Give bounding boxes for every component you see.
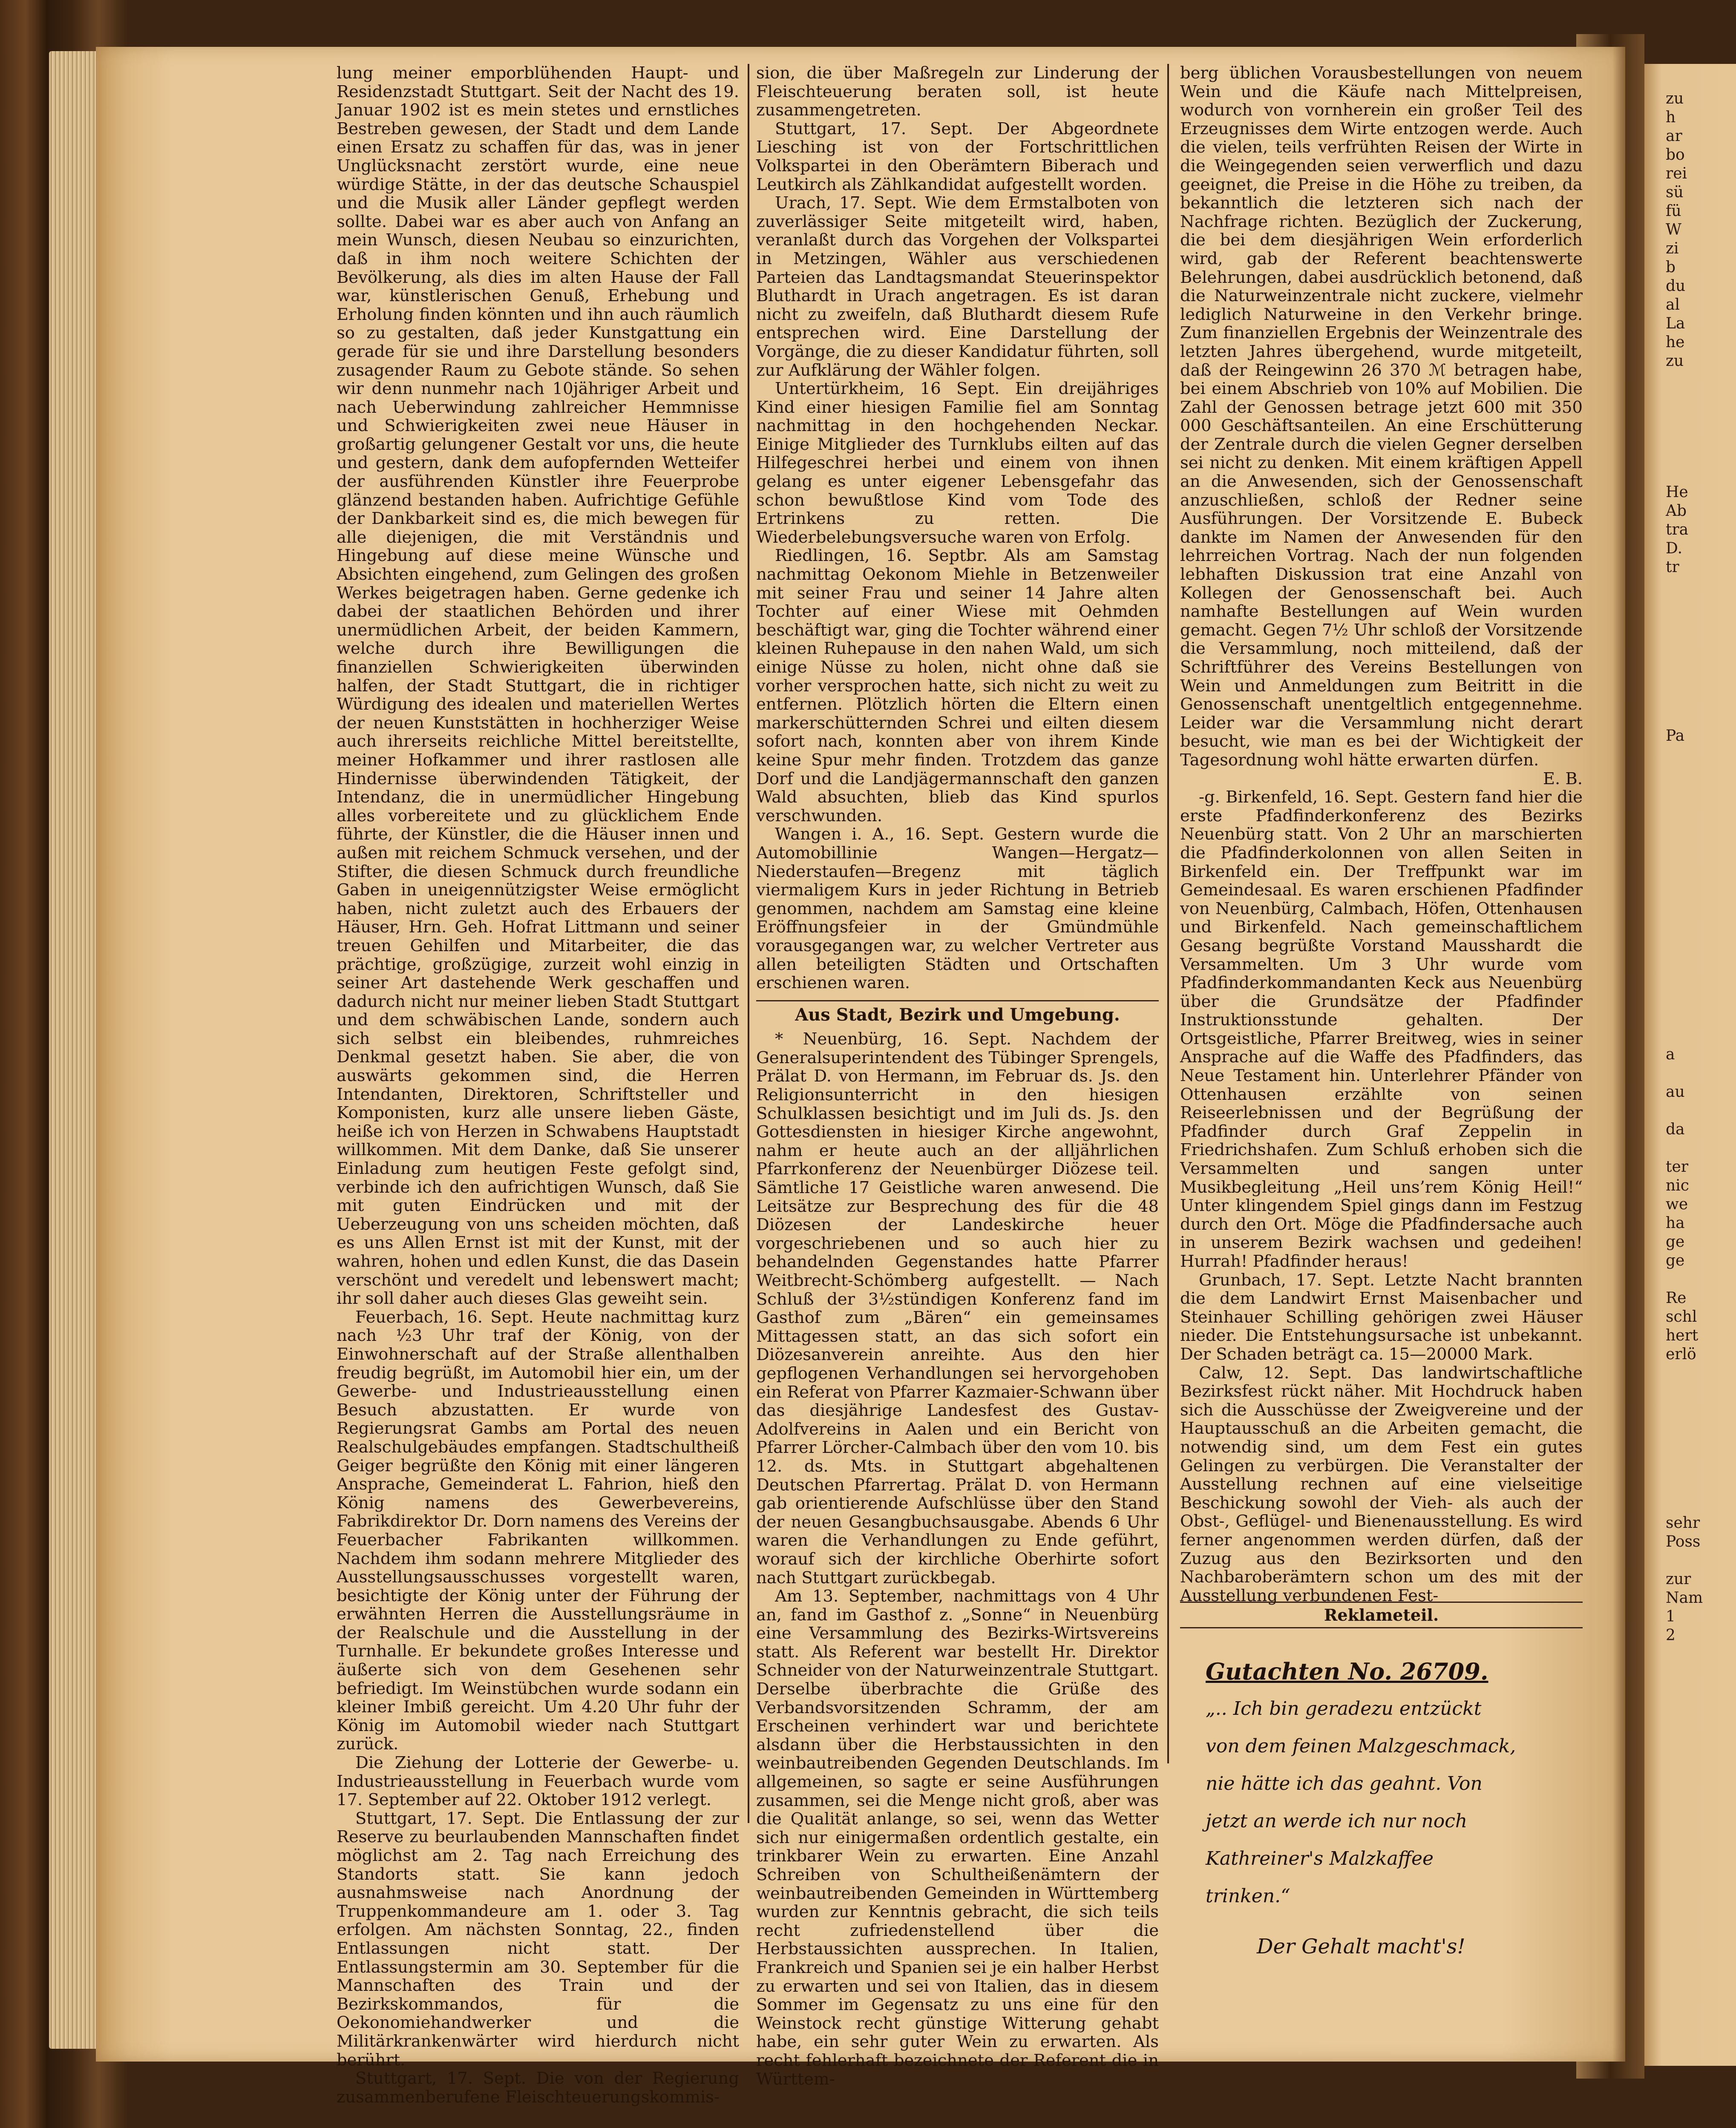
ad-line: „.. Ich bin geradezu entzückt [1206, 1698, 1482, 1720]
article-paragraph: Urach, 17. Sept. Wie dem Ermstalboten von zuverlässiger Seite mitgeteilt wird, haben, veranlaßt durch das Vorgehen der Volkspartei in Metzingen, Wähler aus verschiedenen Parteien das Landtagsmandat Steuerinspektor Bluthardt in Urach angetragen. Es ist daran nicht zu zweifeln, daß Bluthardt diesem Rufe entsprechen wird. Eine Darstellung der Vorgänge, die zu dieser Kandidatur führten, soll zur Aufklärung der Wähler folgen. [756, 193, 1159, 380]
article-paragraph: Grunbach, 17. Sept. Letzte Nacht brannten die dem Landwirt Ernst Maisenbacher und Steinhauer Schilling gehörigen zwei Häuser nieder. Die Entstehungsursache ist unbekannt. Der Schaden beträgt ca. 15—20000 Mark. [1180, 1270, 1583, 1364]
article-paragraph: Stuttgart, 17. Sept. Der Abgeordnete Liesching ist von der Fortschrittlichen Volkspartei in den Oberämtern Biberach und Leutkirch als Zählkandidat aufgestellt worden. [756, 119, 1159, 194]
ad-line: von dem feinen Malzgeschmack, [1206, 1735, 1516, 1757]
article-paragraph: Stuttgart, 17. Sept. Die Entlassung der zur Reserve zu beurlaubenden Mannschaften findet möglichst am 2. Tag nach Erreichung des Standorts statt. Sie kann jedoch ausnahmsweise nach Anordnung der Truppenkommandeure am 1. oder 3. Tag erfolgen. Am nächsten Sonntag, 22., finden Entlassungen nicht statt. Der Entlassungstermin am 30. September für die Mannschaften des Train und der Bezirkskommandos, für die Oekonomiehandwerker und die Militärkrankenwärter wird hierdurch nicht berührt. [337, 1809, 739, 2070]
ad-signature: Der Gehalt macht's! [1257, 1935, 1465, 1958]
article-signoff: E. B. [1543, 769, 1583, 788]
column-1 [337, 64, 739, 2106]
column-rule-right [1167, 64, 1169, 1763]
article-paragraph: sion, die über Maßregeln zur Linderung der Fleischteuerung beraten soll, ist heute zusammengetreten. [756, 63, 1159, 120]
advertisement [1206, 1653, 1563, 1965]
page-edges [49, 51, 96, 2049]
article-paragraph: Wangen i. A., 16. Sept. Gestern wurde die Automobillinie Wangen—Hergatz—Niederstaufen—Bregenz mit täglich viermaligem Kurs in jeder Richtung in Betrieb genommen, nachdem am Samstag eine kleine Eröffnungsfeier in der Gmündmühle vorausgegangen war, zu welcher Vertreter aus allen beteiligten Städten und Ortschaften erschienen waren. [756, 825, 1159, 993]
article-paragraph: Am 13. September, nachmittags von 4 Uhr an, fand im Gasthof z. „Sonne“ in Neuenbürg eine Versammlung des Bezirks-Wirtsvereins statt. Als Referent war bestellt Hr. Direktor Schneider von der Naturweinzentrale Stuttgart. Derselbe überbrachte die Grüße des Verbandsvorsitzenden Schramm, der am Erscheinen verhindert war und berichtete alsdann über die Herbstaussichten in den weinbautreibenden Gegenden Deutschlands. Im allgemeinen, so sagte er seine Ausführungen zusammen, sei die Menge nicht groß, aber was die Qualität anlange, so sei, wenn das Wetter sich nur einigermaßen ordentlich gestalte, ein trinkbarer Wein zu erwarten. Eine Anzahl Schreiben von Schultheißenämtern der weinbautreibenden Gemeinden in Württemberg wurden zur Kenntnis gebracht, die sich teils recht zufriedenstellend über die Herbstaussichten aussprechen. In Italien, Frankreich und Spanien sei je ein halber Herbst zu erwarten und sei von Italien, das in diesem Sommer im Gegensatz zu uns eine für den Weinstock recht günstige Witterung gehabt habe, ein sehr guter Wein zu erwarten. Als recht fehlerhaft bezeichnete der Referent die in Württem- [756, 1587, 1159, 2089]
article-paragraph: berg üblichen Vorausbestellungen von neuem Wein und die Käufe nach Mittelpreisen, wodurch von vornherein ein großer Teil des Erzeugnisses dem Wirte entzogen werde. Auch die vielen, teils verfrühten Reisen der Wirte in die Weingegenden seien verwerflich und dazu geeignet, die Preise in die Höhe zu treiben, da bekanntlich die letzteren sich nach der Nachfrage richten. Bezüglich der Zuckerung, die bei dem diesjährigen Wein erforderlich wird, gab der Referent beachtenswerte Belehrungen, dabei ausdrücklich betonend, daß die Naturweinzentrale nicht zuckere, vielmehr lediglich Naturweine in den Verkehr bringe. Zum finanziellen Ergebnis der Weinzentrale des letzten Jahres übergehend, wurde mitgeteilt, daß der Reingewinn 26 370 ℳ betragen habe, bei einem Abschrieb von 10% auf Mobilien. Die Zahl der Genossen betrage jetzt 600 mit 350 000 Geschäftsanteilen. An eine Erschütterung der Zentrale durch die vielen Gegner derselben sei nicht zu denken. Mit einem kräftigen Appell an die Anwesenden, sich der Genossenschaft anzuschließen, schloß der Redner seine Ausführungen. Der Vorsitzende E. Bubeck dankte im Namen der Anwesenden für den lehrreichen Vortrag. Nach der nun folgenden lebhaften Diskussion trat eine Anzahl von Kollegen der Genossenschaft bei. Auch namhafte Bestellungen auf Wein wurden gemacht. Gegen 7½ Uhr schloß der Vorsitzende die Versammlung, noch mitteilend, daß der Schriftführer des Vereins Bestellungen von Wein und Anmeldungen zum Beitritt in die Genossenschaft unentgeltlich entgegennehme. Leider war die Versammlung nicht derart besucht, wie man es bei der Wichtigkeit der Tagesordnung wohl hätte erwarten dürfen. [1180, 63, 1583, 770]
column-rule-left [748, 64, 749, 1823]
ad-line: nie hätte ich das geahnt. Von [1206, 1773, 1483, 1794]
article-paragraph: -g. Birkenfeld, 16. Sept. Gestern fand hier die erste Pfadfinderkonferenz des Bezirks Neuenbürg statt. Von 2 Uhr an marschierten die Pfadfinderkolonnen von allen Seiten in Birkenfeld ein. Der Treffpunkt war im Gemeindesaal. Es waren erschienen Pfadfinder von Neuenbürg, Calmbach, Höfen, Ottenhausen und Birkenfeld. Nach gemeinschaftlichem Gesang begrüßte Vorstand Mausshardt die Versammelten. Um 3 Uhr wurde vom Pfadfinderkommandanten Keck aus Neuenbürg über die Grundsätze der Pfadfinder Instruktionsstunde gehalten. Der Ortsgeistliche, Pfarrer Breitweg, wies in seiner Ansprache auf die Waffe des Pfadfinders, das Neue Testament hin. Unterlehrer Pfänder von Ottenhausen erzählte von seinen Reiseerlebnissen und der Begrüßung der Pfadfinder durch Graf Zeppelin in Friedrichshafen. Zum Schluß erhoben sich die Versammelten und sangen unter Musikbegleitung „Heil uns’rem König Heil!“ Unter klingendem Spiel gings dann im Festzug durch den Ort. Möge die Pfadfindersache auch in unserem Bezirk wachsen und gedeihen! Hurrah! Pfadfinder heraus! [1180, 788, 1583, 1271]
ad-line: Kathreiner's Malzkaffee [1206, 1848, 1434, 1869]
ad-line: jetzt an werde ich nur noch [1206, 1810, 1468, 1832]
article-paragraph: Untertürkheim, 16 Sept. Ein dreijähriges Kind einer hiesigen Familie fiel am Sonntag nachmittag in den hochgehenden Neckar. Einige Mitglieder des Turnklubs eilten auf das Hilfegeschrei herbei und einem von ihnen gelang es unter eigener Lebensgefahr das schon bewußtlose Kind vom Tode des Ertrinkens zu retten. Die Wiederbelebungsversuche waren von Erfolg. [756, 379, 1159, 547]
article-paragraph: Feuerbach, 16. Sept. Heute nachmittag kurz nach ½3 Uhr traf der König, von der Einwohnerschaft auf der Straße allenthalben freudig begrüßt, im Automobil hier ein, um der Gewerbe- und Industrieausstellung einen Besuch abzustatten. Er wurde von Regierungsrat Gambs am Portal des neuen Realschulgebäudes empfangen. Stadtschultheiß Geiger begrüßte den König mit einer längeren Ansprache, Gemeinderat L. Fahrion, hieß den König namens des Gewerbevereins, Fabrikdirektor Dr. Dorn namens des Vereins der Feuerbacher Fabrikanten willkommen. Nachdem ihm sodann mehrere Mitglieder des Ausstellungsausschusses vorgestellt waren, besichtigte der König unter der Führung der erwähnten Herren die Ausstellungsräume in der Realschule und die Ausstellung in der Turnhalle. Er bekundete großes Interesse und äußerte sich von dem Gesehenen sehr befriedigt. Im Weinstübchen wurde sodann ein kleiner Imbiß gereicht. Um 4.20 Uhr fuhr der König im Automobil wieder nach Stuttgart zurück. [337, 1307, 739, 1754]
column-2 [756, 64, 1159, 2088]
next-page-text: zu h ar bo rei sü fü W zi b du al La he zu He Ab tra D. tr Pa a au da ter nic we ha ge ge Re schl hert erlö sehr Poss zur Nam 1 2 [1666, 90, 1703, 1644]
next-page-fragment [1644, 64, 1736, 2066]
section-heading: Aus Stadt, Bezirk und Umgebung. [756, 1000, 1159, 1024]
article-paragraph: Stuttgart, 17. Sept. Die von der Regierung zusammenberufene Fleischteuerungskommis- [337, 2069, 739, 2107]
column-3 [1180, 64, 1583, 1605]
ad-line: trinken.“ [1206, 1885, 1290, 1907]
article-paragraph: lung meiner emporblühenden Haupt- und Residenzstadt Stuttgart. Seit der Nacht des 19. Januar 1902 ist es mein stetes und ernstliches Bestreben gewesen, der Stadt und dem Lande einen Ersatz zu schaffen für das, was in jener Unglücksnacht zerstört wurde, eine neue würdige Stätte, in der das deutsche Schauspiel und die Musik aller Länder gepflegt werden sollte. Dabei war es aber auch von Anfang an mein Wunsch, diesen Neubau so einzurichten, daß in ihm noch weitere Schichten der Bevölkerung, als dies im alten Hause der Fall war, künstlerischen Genuß, Erhebung und Erholung finden könnten und ihn auch räumlich so zu gestalten, daß jeder Kunstgattung ein gerade für sie und ihre Darstellung besonders zusagender Raum zu Gebote stände. So sehen wir denn nunmehr nach 10jähriger Arbeit und nach Ueberwindung zahlreicher Hemmnisse und Schwierigkeiten zwei neue Häuser in großartig gelungener Gestalt vor uns, die heute und gestern, dank dem aufopfernden Wetteifer der ausführenden Künstler ihre Feuerprobe glänzend bestanden haben. Aufrichtige Gefühle der Dankbarkeit sind es, die mich bewegen für alle diejenigen, die mit Verständnis und Hingebung auf diese meine Wünsche und Absichten eingehend, zum Gelingen des großen Werkes beigetragen haben. Gerne gedenke ich dabei der staatlichen Behörden und ihrer unermüdlichen Arbeit, der beiden Kammern, welche durch ihre Bewilligungen die finanziellen Schwierigkeiten überwinden halfen, der Stadt Stuttgart, die in richtiger Würdigung des idealen und materiellen Wertes der neuen Kunststätten in hochherziger Weise auch ihrerseits reichliche Mittel bereitstellte, meiner Hofkammer und ihrer rastlosen alle Hindernisse überwindenden Tätigkeit, der Intendanz, die in unermüdlicher Hingebung alles vorbereitete und zu glücklichem Ende führte, der Künstler, die die Häuser innen und außen mit reichem Schmuck versehen, und der Stifter, die diesen Schmuck durch freundliche Gaben in uneigennützigster Weise ermöglicht haben, nicht zuletzt auch des Erbauers der Häuser, Hrn. Geh. Hofrat Littmann und seiner treuen Gehilfen und Mitarbeiter, die das prächtige, großzügige, zurzeit wohl einzig in seiner Art dastehende Werk geschaffen und dadurch nicht nur meiner lieben Stadt Stuttgart und dem schwäbischen Lande, sondern auch sich selbst ein bleibendes, ruhmreiches Denkmal gesetzt haben. Sie aber, die von auswärts gekommen sind, die Herren Intendanten, Direktoren, Schriftsteller und Komponisten, kurz alle unsere lieben Gäste, heiße ich von Herzen in Schwabens Hauptstadt willkommen. Mit dem Danke, daß Sie unserer Einladung zum heutigen Feste gefolgt sind, verbinde ich den aufrichtigen Wunsch, daß Sie mit guten Eindrücken und mit der Ueberzeugung von uns scheiden möchten, daß es uns Allen Ernst ist mit der Kunst, mit der wahren, hohen und edlen Kunst, die das Dasein verschönt und veredelt und lebenswert macht; ihr soll daher auch dieses Glas geweiht sein. [337, 63, 739, 1308]
article-paragraph: Calw, 12. Sept. Das landwirtschaftliche Bezirksfest rückt näher. Mit Hochdruck haben sich die Ausschüsse der Zweigvereine und der Hauptausschuß an die Arbeiten gemacht, die notwendig sind, um dem Fest ein gutes Gelingen zu verbürgen. Die Veranstalter der Ausstellung rechnen auf eine vielseitige Beschickung sowohl der Vieh- als auch der Obst-, Geflügel- und Bienenausstellung. Es wird ferner angenommen werden dürfen, daß der Zuzug aus den Bezirksorten und den Nachbaroberämtern schon um des mit der Ausstellung verbundenen Fest- [1180, 1363, 1583, 1605]
article-paragraph: Riedlingen, 16. Septbr. Als am Samstag nachmittag Oekonom Miehle in Betzenweiler mit seiner Frau und seiner 14 Jahre alten Tochter auf einer Wiese mit Oehmden beschäftigt war, ging die Tochter während einer kleinen Ruhepause in den nahen Wald, um sich einige Nüsse zu holen, nicht ohne daß sie vorher versprochen hatte, sich nicht zu weit zu entfernen. Plötzlich hörten die Eltern einen markerschütternden Schrei und eilten diesem sofort nach, konnten aber von ihrem Kinde keine Spur mehr finden. Trotzdem das ganze Dorf und die Landjägermannschaft den ganzen Wald absuchten, blieb das Kind spurlos verschwunden. [756, 546, 1159, 825]
article-paragraph: * Neuenbürg, 16. Sept. Nachdem der Generalsuperintendent des Tübinger Sprengels, Prälat D. von Hermann, im Februar ds. Js. den Religionsunterricht in den hiesigen Schulklassen besichtigt und im Juli ds. Js. den Gottesdiensten in hiesiger Kirche angewohnt, nahm er heute auch an der alljährlichen Pfarrkonferenz der Neuenbürger Diözese teil. Sämtliche 17 Geistliche waren anwesend. Die Leitsätze zur Besprechung des für die 48 Diözesen der Landeskirche heuer vorgeschriebenen und so auch hier zu behandelnden Gegenstandes hatte Pfarrer Weitbrecht-Schömberg aufgestellt. — Nach Schluß der 3½stündigen Konferenz fand im Gasthof zum „Bären“ ein gemeinsames Mittagessen statt, an das sich sofort ein Diözesanverein anreihte. Aus den hier gepflogenen Verhandlungen sei hervorgehoben ein Referat von Pfarrer Kazmaier-Schwann über das diesjährige Landesfest des Gustav-Adolfvereins in Aalen und ein Bericht von Pfarrer Lörcher-Calmbach über den vom 10. bis 12. ds. Mts. in Stuttgart abgehaltenen Deutschen Pfarrertag. Prälat D. von Hermann gab orientierende Aufschlüsse über den Stand der neuen Gesangbuchsausgabe. Abends 6 Uhr waren die Verhandlungen zu Ende geführt, worauf sich der kirchliche Oberhirte sofort nach Stuttgart zurückbegab. [756, 1029, 1159, 1587]
article-paragraph: Die Ziehung der Lotterie der Gewerbe- u. Industrieausstellung in Feuerbach wurde vom 17. September auf 22. Oktober 1912 verlegt. [337, 1753, 739, 1810]
ad-heading: Gutachten No. 26709. [1206, 1658, 1488, 1685]
ad-section-title: Reklameteil. [1180, 1602, 1583, 1628]
